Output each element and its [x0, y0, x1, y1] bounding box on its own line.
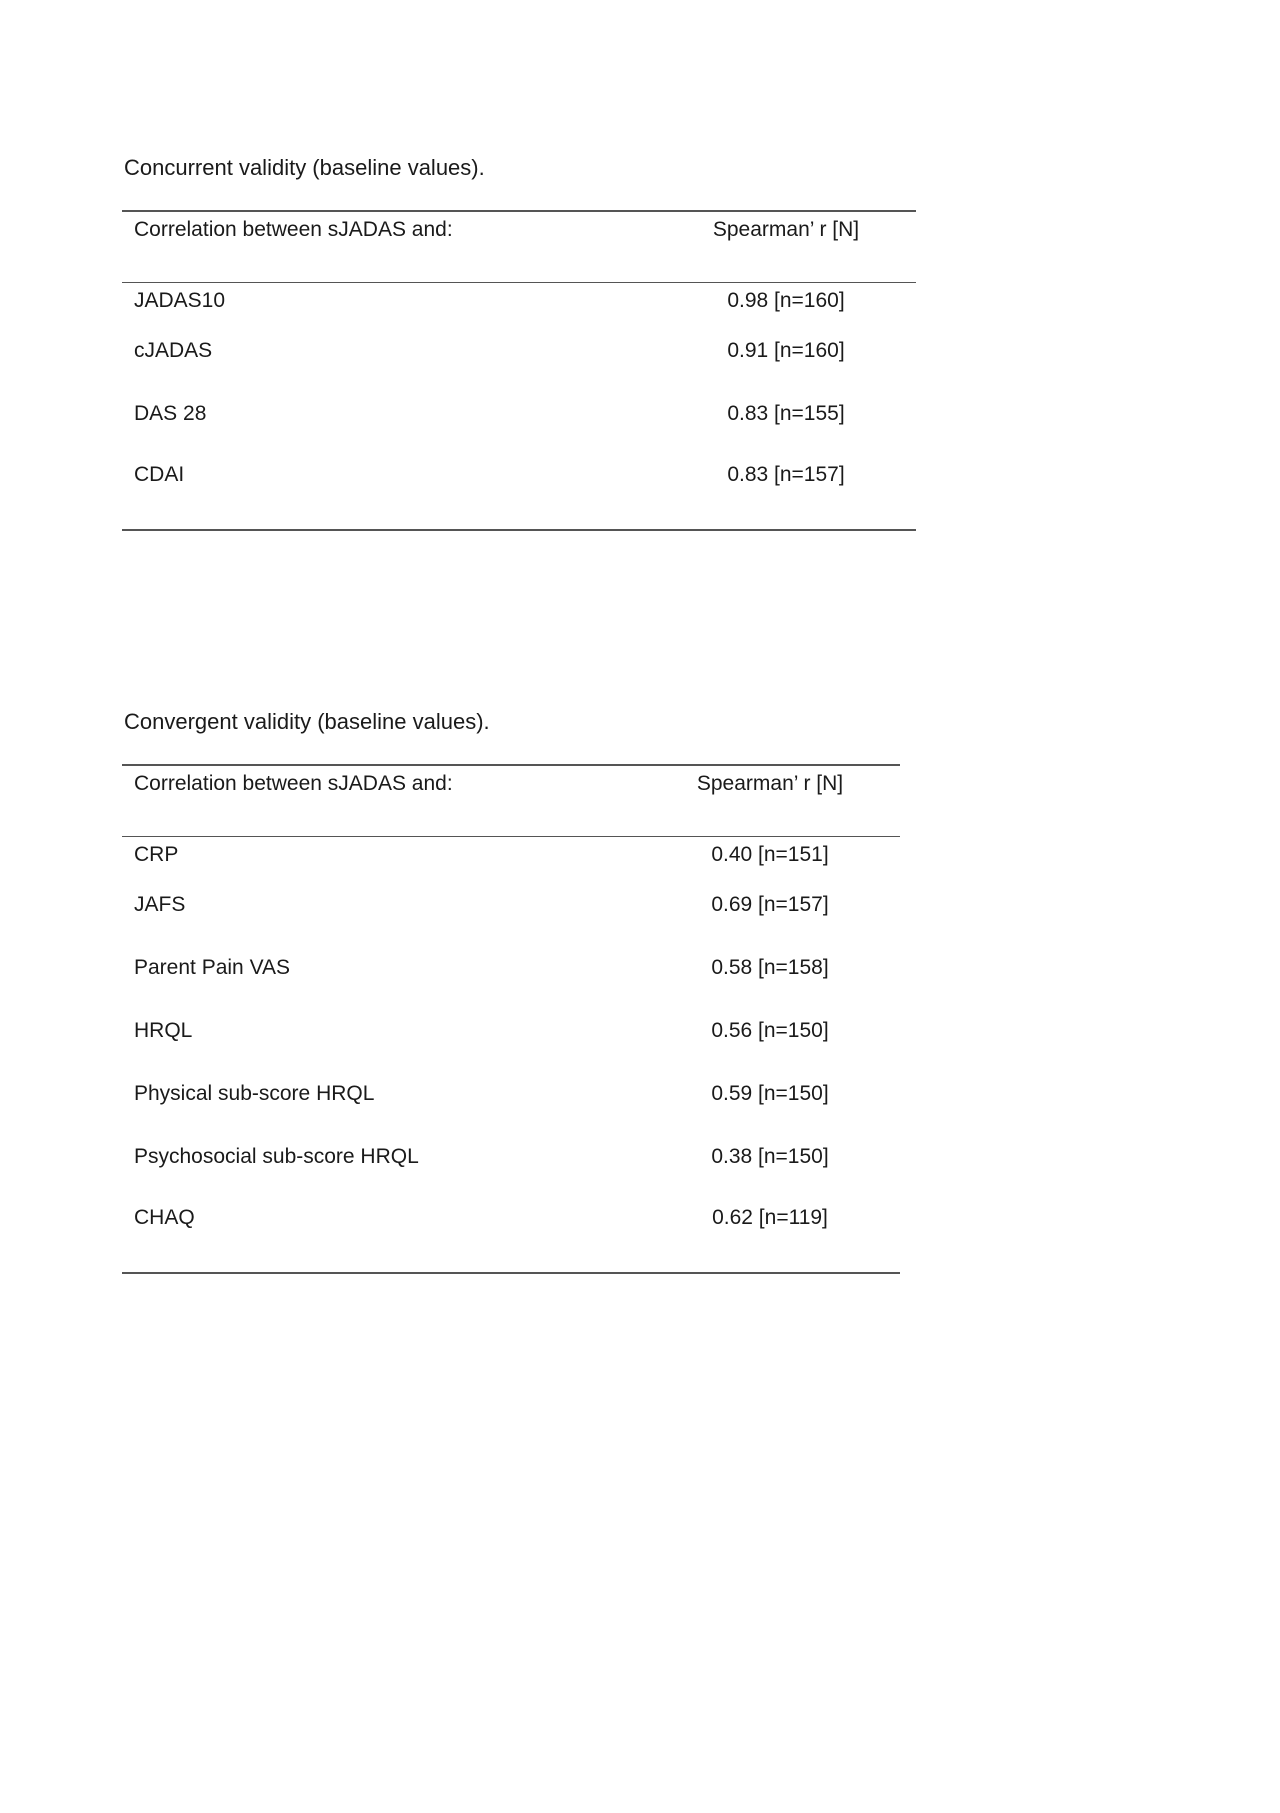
row-label: Parent Pain VAS	[134, 955, 291, 979]
table-caption-convergent: Convergent validity (baseline values).	[124, 709, 490, 734]
table-row	[122, 1188, 900, 1273]
row-label: DAS 28	[134, 401, 207, 425]
header-spearman-label: Spearman’ r [N]	[656, 211, 916, 283]
table-row	[122, 936, 900, 999]
table-row	[122, 873, 900, 936]
table-caption-concurrent: Concurrent validity (baseline values).	[124, 155, 485, 180]
table-row	[122, 837, 900, 874]
row-label: JAFS	[134, 892, 186, 916]
table-header-row	[122, 211, 916, 283]
row-value: 0.91 [n=160]	[727, 338, 845, 362]
row-value: 0.40 [n=151]	[711, 843, 829, 866]
header-spearman-label: Spearman’ r [N]	[640, 765, 900, 837]
row-label: cJADAS	[134, 338, 213, 362]
concurrent-validity-table	[122, 210, 916, 531]
row-value: 0.69 [n=157]	[711, 892, 829, 916]
row-label: CHAQ	[122, 1188, 640, 1273]
table-row	[122, 382, 916, 445]
header-correlation-label: Correlation between sJADAS and:	[122, 211, 656, 283]
table-row	[122, 445, 916, 530]
row-value: 0.56 [n=150]	[711, 1018, 829, 1042]
row-value: 0.62 [n=119]	[640, 1188, 900, 1273]
table-row	[122, 999, 900, 1062]
row-label: CRP	[134, 843, 179, 866]
row-label: Psychosocial sub-score HRQL	[134, 1144, 419, 1168]
row-value: 0.83 [n=155]	[727, 401, 845, 425]
row-label: HRQL	[134, 1018, 193, 1042]
table-header-row	[122, 765, 900, 837]
table-row	[122, 1062, 900, 1125]
row-label: CDAI	[122, 445, 656, 530]
row-value: 0.58 [n=158]	[711, 955, 829, 979]
row-label: JADAS10	[134, 289, 226, 312]
header-correlation-label: Correlation between sJADAS and:	[122, 765, 640, 837]
row-value: 0.83 [n=157]	[656, 445, 916, 530]
row-value: 0.38 [n=150]	[711, 1144, 829, 1168]
convergent-validity-table	[122, 764, 900, 1274]
table-row	[122, 1125, 900, 1188]
table-row	[122, 283, 916, 320]
table-row	[122, 319, 916, 382]
row-value: 0.98 [n=160]	[727, 289, 845, 312]
row-label: Physical sub-score HRQL	[134, 1081, 375, 1105]
row-value: 0.59 [n=150]	[711, 1081, 829, 1105]
